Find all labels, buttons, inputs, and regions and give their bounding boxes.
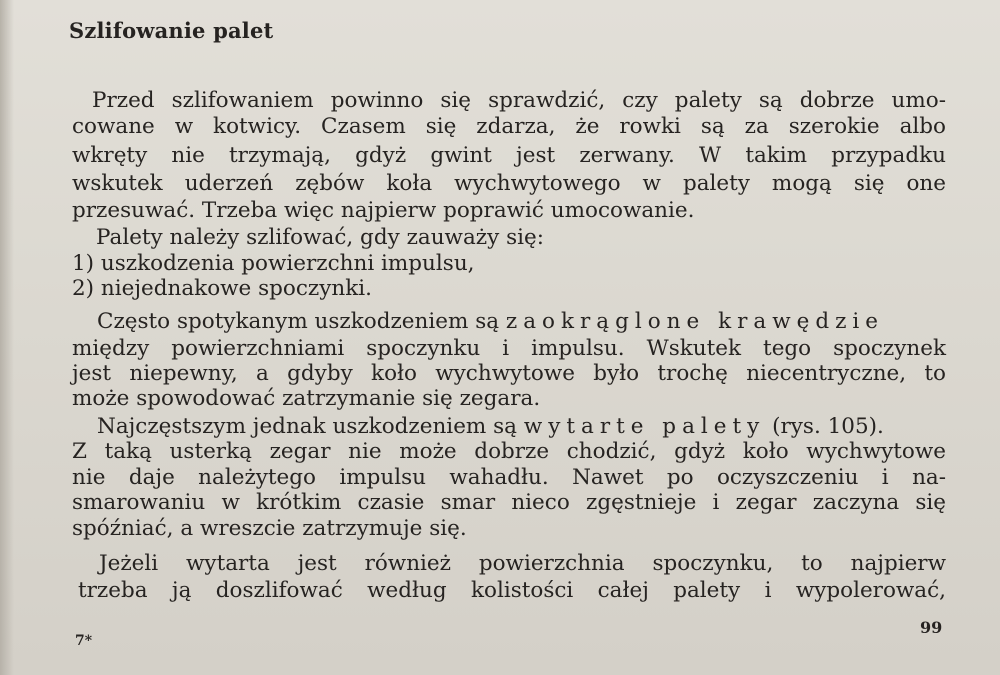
text-line-segment: Często spotykanym uszkodzeniem są [97,309,506,334]
text-line: wskutek uderzeń zębów koła wychwytowego w palety mogą się one [72,171,946,196]
text-line [97,309,946,335]
text-line-segment: (rys. 105). [765,414,884,439]
page-edge-shadow [0,0,14,675]
list-item: 2) niejednakowe spoczynki. [72,276,372,301]
text-line: między powierzchniami spoczynku i impulsu. Wskutek tego spoczynek [72,336,946,361]
emphasized-text: wytarte palety [523,414,766,439]
signature-mark: 7* [75,633,93,649]
text-line: Jeżeli wytarta jest również powierzchnia spoczynku, to najpierw [99,551,946,576]
text-line-segment: Najczęstszym jednak uszkodzeniem są [97,414,524,439]
section-heading: Szlifowanie palet [69,18,274,43]
text-line: przesuwać. Trzeba więc najpierw poprawić umocowanie. [72,198,695,223]
page-number: 99 [920,618,943,637]
text-line: jest niepewny, a gdyby koło wychwytowe było trochę niecentryczne, to [72,361,946,386]
text-line: Palety należy szlifować, gdy zauważy się: [96,225,544,250]
emphasized-text: zaokrąglone krawędzie [505,309,885,334]
text-line: trzeba ją doszlifować według kolistości całej palety i wypolerować, [78,578,946,603]
text-line: nie daje należytego impulsu wahadłu. Nawet po oczyszczeniu i na- [72,465,946,490]
text-line: może spowodować zatrzymanie się zegara. [72,386,541,411]
text-line: smarowaniu w krótkim czasie smar nieco zgęstnieje i zegar zaczyna się [72,490,946,515]
text-line: Z taką usterką zegar nie może dobrze chodzić, gdyż koło wychwytowe [72,439,946,464]
text-line: Przed szlifowaniem powinno się sprawdzić, czy palety są dobrze umo- [92,88,946,113]
text-line [97,414,946,440]
text-line: wkręty nie trzymają, gdyż gwint jest zerwany. W takim przypadku [72,143,946,168]
text-line: cowane w kotwicy. Czasem się zdarza, że rowki są za szerokie albo [72,114,946,139]
text-line: spóźniać, a wreszcie zatrzymuje się. [72,516,467,541]
list-item: 1) uszkodzenia powierzchni impulsu, [72,251,475,276]
